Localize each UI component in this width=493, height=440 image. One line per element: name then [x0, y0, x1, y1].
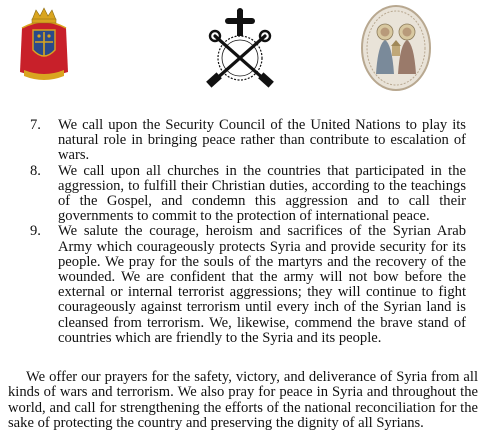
declaration-list	[24, 118, 466, 346]
list-item	[24, 118, 466, 164]
coat-of-arms-emblem	[16, 6, 72, 84]
list-item-text: We call upon all churches in the countries that participated in the aggression, to fulfill their Christian duties, according to the teachings of the Gospel, and condemn this aggression and to call their governments to commit to the protection of international peace.	[58, 162, 466, 225]
list-item-number: 7.	[30, 117, 41, 133]
list-item	[24, 224, 466, 346]
saints-icon-emblem	[360, 4, 432, 92]
list-item	[24, 164, 466, 225]
list-item-number: 8.	[30, 162, 41, 179]
crossed-keys-cross-emblem	[197, 8, 283, 90]
list-item-text: We salute the courage, heroism and sacrifices of the Syrian Arab Army which courageously protects Syria and provide security for its people. We pray for the souls of the martyrs and the recovery of the wounded. We are confident that the army will not bow before the external or internal terrorist aggressions; they will continue to fight courageously against terrorism until every inch of the Syrian land is cleansed from terrorism. We, likewise, commend the brave stand of countries which are friendly to the Syria and its people.	[58, 223, 466, 346]
list-item-text: We call upon the Security Council of the United Nations to play its natural role in bringing peace rather than contribute to escalation of wars.	[58, 117, 466, 164]
document-header	[0, 0, 493, 100]
list-item-number: 9.	[30, 223, 41, 240]
closing-paragraph: We offer our prayers for the safety, victory, and deliverance of Syria from all kinds of wars and terrorism. We also pray for peace in Syria and throughout the world, and call for strengthening the efforts of the national reconciliation for the sake of protecting the country and preserving the dignity of all Syrians.	[8, 369, 478, 432]
